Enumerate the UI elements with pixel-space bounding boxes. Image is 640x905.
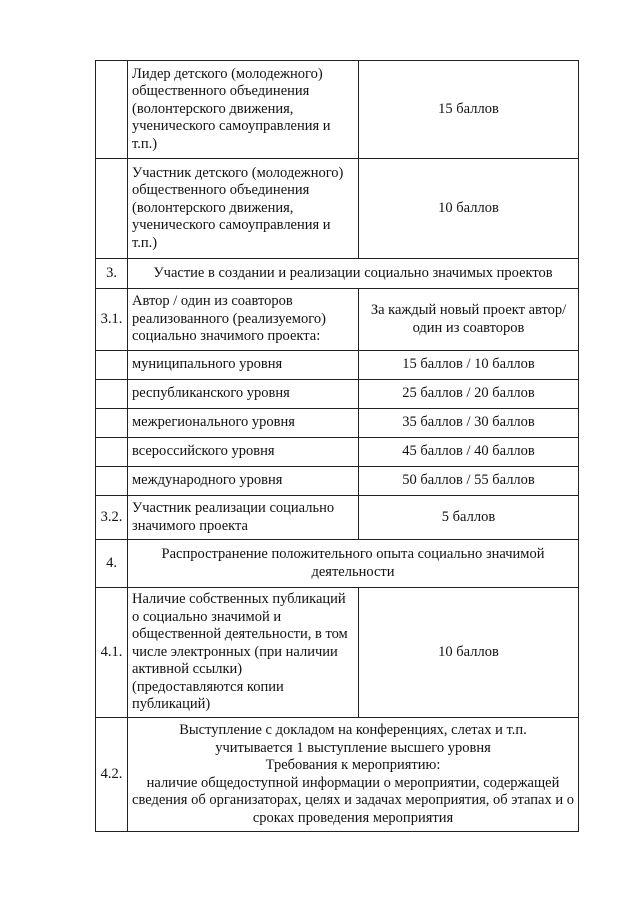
criterion-points: За каждый новый проект автор/один из соавторов bbox=[359, 289, 579, 351]
section-number: 4. bbox=[96, 540, 128, 588]
row-number bbox=[96, 380, 128, 409]
row-number: 4.1. bbox=[96, 588, 128, 718]
table-row bbox=[96, 438, 579, 467]
level-label: международного уровня bbox=[128, 467, 359, 496]
level-points: 25 баллов / 20 баллов bbox=[359, 380, 579, 409]
criterion-description: Лидер детского (молодежного) общественного объединения (волонтерского движения, ученического самоуправления и т.п.) bbox=[128, 61, 359, 159]
table-row bbox=[96, 380, 579, 409]
row-number bbox=[96, 438, 128, 467]
table-row bbox=[96, 409, 579, 438]
criterion-points: 5 баллов bbox=[359, 496, 579, 540]
speech-line: Выступление с докладом на конференциях, слетах и т.п. bbox=[179, 722, 527, 738]
criterion-points: 15 баллов bbox=[359, 61, 579, 159]
table-row bbox=[96, 467, 579, 496]
speech-requirements bbox=[128, 718, 579, 832]
speech-line: наличие общедоступной информации о мероприятии, содержащей сведения об организаторах, целях и задачах мероприятия, об этапах и о сроках проведения мероприятия bbox=[132, 774, 574, 826]
row-number bbox=[96, 159, 128, 259]
level-points: 50 баллов / 55 баллов bbox=[359, 467, 579, 496]
criterion-points: 10 баллов bbox=[359, 159, 579, 259]
row-number: 3.1. bbox=[96, 289, 128, 351]
section-title: Распространение положительного опыта социально значимой деятельности bbox=[128, 540, 579, 588]
row-number bbox=[96, 61, 128, 159]
level-label: республиканского уровня bbox=[128, 380, 359, 409]
criterion-description: Наличие собственных публикаций о социально значимой и общественной деятельности, в том числе электронных (при наличии активной ссылки) (предоставляются копии публикаций) bbox=[128, 588, 359, 718]
table-row bbox=[96, 61, 579, 159]
row-number: 3.2. bbox=[96, 496, 128, 540]
table-row bbox=[96, 718, 579, 832]
table-row bbox=[96, 159, 579, 259]
criteria-table bbox=[95, 60, 579, 832]
speech-line: учитывается 1 выступление высшего уровня bbox=[215, 739, 491, 756]
criterion-description: Участник детского (молодежного) общественного объединения (волонтерского движения, ученического самоуправления и т.п.) bbox=[128, 159, 359, 259]
level-label: всероссийского уровня bbox=[128, 438, 359, 467]
table-row bbox=[96, 496, 579, 540]
row-number bbox=[96, 409, 128, 438]
table-row bbox=[96, 351, 579, 380]
table-row bbox=[96, 588, 579, 718]
speech-line: Требования к мероприятию: bbox=[265, 757, 441, 773]
criterion-description: Участник реализации социально значимого проекта bbox=[128, 496, 359, 540]
section-row bbox=[96, 540, 579, 588]
level-points: 15 баллов / 10 баллов bbox=[359, 351, 579, 380]
level-label: межрегионального уровня bbox=[128, 409, 359, 438]
section-title: Участие в создании и реализации социально значимых проектов bbox=[128, 259, 579, 289]
level-label: муниципального уровня bbox=[128, 351, 359, 380]
criterion-points: 10 баллов bbox=[359, 588, 579, 718]
row-number bbox=[96, 467, 128, 496]
section-row bbox=[96, 259, 579, 289]
criterion-description: Автор / один из соавторов реализованного (реализуемого) социально значимого проекта: bbox=[128, 289, 359, 351]
row-number bbox=[96, 351, 128, 380]
level-points: 35 баллов / 30 баллов bbox=[359, 409, 579, 438]
table-row bbox=[96, 289, 579, 351]
row-number: 4.2. bbox=[96, 718, 128, 832]
section-number: 3. bbox=[96, 259, 128, 289]
level-points: 45 баллов / 40 баллов bbox=[359, 438, 579, 467]
